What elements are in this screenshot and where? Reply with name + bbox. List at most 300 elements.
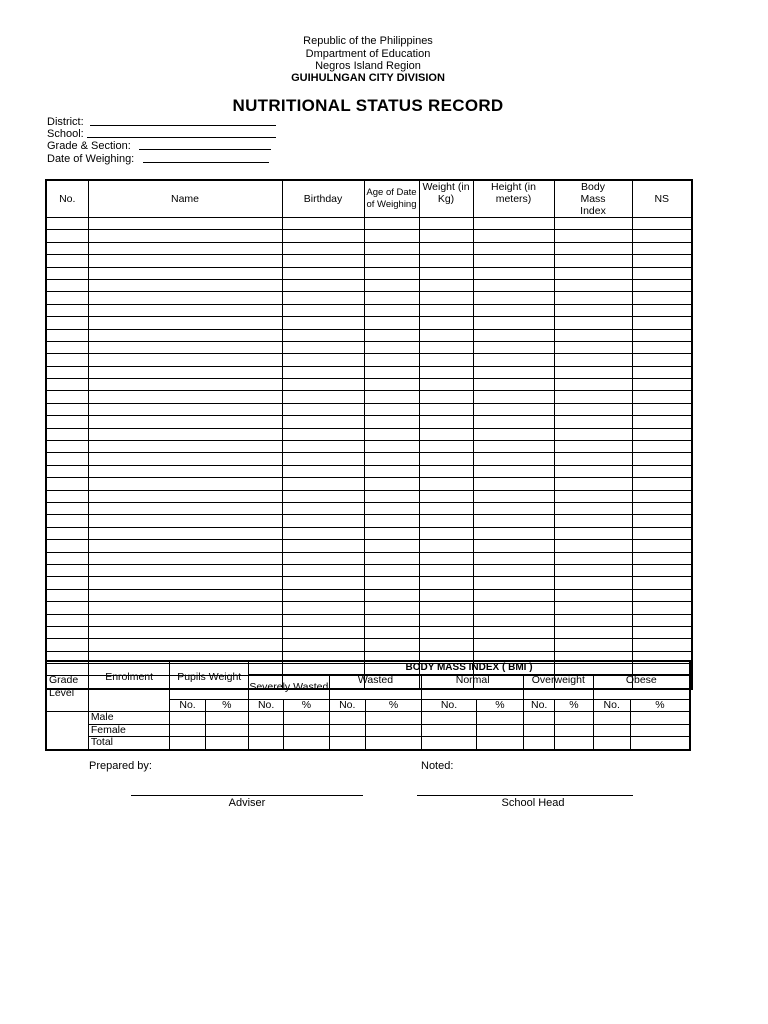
table-cell[interactable] xyxy=(364,279,419,291)
table-cell[interactable] xyxy=(46,403,88,415)
table-cell[interactable] xyxy=(282,540,364,552)
table-cell[interactable] xyxy=(554,478,632,490)
table-cell[interactable] xyxy=(554,292,632,304)
table-cell[interactable] xyxy=(419,465,473,477)
bmi-summary-table xyxy=(45,660,691,751)
table-cell[interactable] xyxy=(473,428,554,440)
table-cell[interactable] xyxy=(88,490,282,502)
table-cell[interactable] xyxy=(364,478,419,490)
overweight-header: Overweight xyxy=(524,674,594,699)
table-cell[interactable] xyxy=(419,403,473,415)
table-cell[interactable] xyxy=(282,602,364,614)
table-cell[interactable] xyxy=(364,577,419,589)
table-cell[interactable] xyxy=(632,564,692,576)
table-cell[interactable] xyxy=(88,441,282,453)
grade-level-cell[interactable] xyxy=(46,712,88,750)
table-row xyxy=(46,552,692,564)
table-cell[interactable] xyxy=(419,218,473,230)
table-cell[interactable] xyxy=(364,602,419,614)
table-cell[interactable] xyxy=(473,354,554,366)
table-cell[interactable] xyxy=(46,366,88,378)
table-cell[interactable] xyxy=(46,602,88,614)
table-cell[interactable] xyxy=(364,515,419,527)
table-cell[interactable] xyxy=(88,267,282,279)
table-cell[interactable] xyxy=(88,317,282,329)
table-cell[interactable] xyxy=(46,242,88,254)
table-cell[interactable] xyxy=(419,267,473,279)
table-cell[interactable] xyxy=(282,552,364,564)
table-cell[interactable] xyxy=(554,255,632,267)
table-cell[interactable] xyxy=(364,230,419,242)
table-cell[interactable] xyxy=(88,502,282,514)
table-cell[interactable] xyxy=(88,614,282,626)
table-cell[interactable] xyxy=(419,391,473,403)
table-cell[interactable] xyxy=(364,379,419,391)
table-cell[interactable] xyxy=(46,341,88,353)
table-cell[interactable] xyxy=(554,242,632,254)
col-weight-header: Weight (in Kg) xyxy=(419,180,473,218)
table-cell[interactable] xyxy=(419,230,473,242)
table-cell[interactable] xyxy=(364,255,419,267)
table-cell[interactable] xyxy=(46,292,88,304)
table-cell[interactable] xyxy=(473,441,554,453)
table-cell[interactable] xyxy=(473,341,554,353)
table-cell[interactable] xyxy=(554,230,632,242)
table-cell[interactable] xyxy=(419,292,473,304)
table-cell[interactable] xyxy=(419,552,473,564)
table-cell[interactable] xyxy=(364,552,419,564)
table-cell[interactable] xyxy=(473,329,554,341)
table-cell[interactable] xyxy=(419,527,473,539)
table-cell[interactable] xyxy=(46,218,88,230)
table-cell[interactable] xyxy=(282,267,364,279)
table-row xyxy=(46,515,692,527)
table-cell[interactable] xyxy=(632,602,692,614)
table-cell[interactable] xyxy=(282,391,364,403)
table-cell[interactable] xyxy=(554,527,632,539)
table-cell[interactable] xyxy=(46,267,88,279)
table-cell[interactable] xyxy=(419,428,473,440)
table-cell[interactable] xyxy=(473,540,554,552)
table-cell[interactable] xyxy=(632,304,692,316)
table-cell[interactable] xyxy=(282,577,364,589)
table-cell[interactable] xyxy=(46,329,88,341)
table-cell[interactable] xyxy=(364,267,419,279)
table-cell[interactable] xyxy=(88,428,282,440)
table-cell[interactable] xyxy=(364,490,419,502)
table-cell[interactable] xyxy=(419,341,473,353)
district-label: District: xyxy=(47,116,84,128)
table-cell[interactable] xyxy=(282,453,364,465)
table-cell[interactable] xyxy=(473,391,554,403)
table-cell[interactable] xyxy=(632,502,692,514)
school-field[interactable] xyxy=(87,137,276,138)
table-cell[interactable] xyxy=(473,639,554,651)
table-row xyxy=(46,317,692,329)
table-cell[interactable] xyxy=(632,292,692,304)
table-cell[interactable] xyxy=(88,552,282,564)
table-cell[interactable] xyxy=(88,602,282,614)
table-cell[interactable] xyxy=(46,589,88,601)
table-cell[interactable] xyxy=(46,304,88,316)
district-field[interactable] xyxy=(90,125,276,126)
table-cell[interactable] xyxy=(419,242,473,254)
table-row xyxy=(46,329,692,341)
table-cell[interactable] xyxy=(473,577,554,589)
table-cell[interactable] xyxy=(88,304,282,316)
table-cell[interactable] xyxy=(46,354,88,366)
table-cell[interactable] xyxy=(364,428,419,440)
school-head-signature-line[interactable] xyxy=(417,795,633,796)
table-cell[interactable] xyxy=(554,341,632,353)
table-cell[interactable] xyxy=(282,379,364,391)
table-cell[interactable] xyxy=(554,626,632,638)
table-cell[interactable] xyxy=(419,626,473,638)
table-cell[interactable] xyxy=(419,329,473,341)
table-cell[interactable] xyxy=(419,304,473,316)
table-cell[interactable] xyxy=(364,329,419,341)
table-cell[interactable] xyxy=(419,540,473,552)
table-cell[interactable] xyxy=(88,515,282,527)
table-cell[interactable] xyxy=(632,391,692,403)
table-cell[interactable] xyxy=(282,441,364,453)
table-cell[interactable] xyxy=(46,577,88,589)
table-cell[interactable] xyxy=(364,403,419,415)
table-cell[interactable] xyxy=(88,626,282,638)
table-cell[interactable] xyxy=(46,626,88,638)
table-cell[interactable] xyxy=(46,230,88,242)
table-cell[interactable] xyxy=(632,341,692,353)
table-cell[interactable] xyxy=(46,317,88,329)
table-cell[interactable] xyxy=(554,564,632,576)
table-cell[interactable] xyxy=(419,478,473,490)
table-cell[interactable] xyxy=(282,292,364,304)
table-cell[interactable] xyxy=(419,255,473,267)
table-cell[interactable] xyxy=(473,602,554,614)
table-cell[interactable] xyxy=(364,354,419,366)
table-cell[interactable] xyxy=(88,255,282,267)
table-cell[interactable] xyxy=(473,416,554,428)
table-cell[interactable] xyxy=(88,589,282,601)
table-cell[interactable] xyxy=(554,218,632,230)
table-cell[interactable] xyxy=(88,465,282,477)
table-cell[interactable] xyxy=(632,230,692,242)
table-cell[interactable] xyxy=(88,279,282,291)
table-cell[interactable] xyxy=(282,317,364,329)
table-cell[interactable] xyxy=(364,589,419,601)
table-cell[interactable] xyxy=(632,379,692,391)
table-cell[interactable] xyxy=(554,639,632,651)
table-cell[interactable] xyxy=(554,354,632,366)
table-cell[interactable] xyxy=(419,416,473,428)
table-cell[interactable] xyxy=(46,428,88,440)
table-cell[interactable] xyxy=(282,490,364,502)
table-cell[interactable] xyxy=(46,527,88,539)
table-cell[interactable] xyxy=(88,527,282,539)
table-cell[interactable] xyxy=(473,218,554,230)
table-cell[interactable] xyxy=(282,279,364,291)
table-cell[interactable] xyxy=(632,329,692,341)
table-cell[interactable] xyxy=(364,441,419,453)
table-cell[interactable] xyxy=(473,490,554,502)
table-cell[interactable] xyxy=(473,453,554,465)
table-cell[interactable] xyxy=(282,515,364,527)
adviser-signature-line[interactable] xyxy=(131,795,363,796)
table-cell[interactable] xyxy=(88,564,282,576)
table-cell[interactable] xyxy=(419,564,473,576)
table-cell[interactable] xyxy=(473,242,554,254)
table-cell[interactable] xyxy=(364,453,419,465)
table-cell[interactable] xyxy=(282,527,364,539)
table-cell[interactable] xyxy=(554,465,632,477)
table-cell[interactable] xyxy=(632,465,692,477)
table-cell[interactable] xyxy=(282,428,364,440)
table-cell[interactable] xyxy=(282,403,364,415)
table-cell[interactable] xyxy=(88,292,282,304)
table-cell[interactable] xyxy=(632,354,692,366)
table-cell[interactable] xyxy=(554,403,632,415)
table-cell[interactable] xyxy=(88,478,282,490)
table-cell[interactable] xyxy=(473,317,554,329)
table-cell[interactable] xyxy=(473,626,554,638)
table-cell[interactable] xyxy=(364,502,419,514)
date-weighing-field[interactable] xyxy=(143,162,269,163)
table-cell[interactable] xyxy=(632,416,692,428)
table-cell[interactable] xyxy=(46,502,88,514)
table-cell[interactable] xyxy=(282,366,364,378)
table-cell[interactable] xyxy=(88,416,282,428)
table-cell[interactable] xyxy=(473,304,554,316)
table-cell[interactable] xyxy=(46,564,88,576)
table-cell[interactable] xyxy=(46,614,88,626)
table-cell[interactable] xyxy=(473,255,554,267)
table-cell[interactable] xyxy=(419,602,473,614)
table-cell[interactable] xyxy=(632,242,692,254)
table-cell[interactable] xyxy=(419,354,473,366)
table-cell[interactable] xyxy=(364,626,419,638)
table-cell[interactable] xyxy=(473,379,554,391)
table-cell[interactable] xyxy=(46,441,88,453)
table-cell[interactable] xyxy=(554,329,632,341)
table-cell[interactable] xyxy=(554,552,632,564)
table-cell[interactable] xyxy=(632,453,692,465)
table-cell[interactable] xyxy=(632,218,692,230)
table-cell[interactable] xyxy=(364,564,419,576)
table-cell[interactable] xyxy=(364,416,419,428)
table-cell[interactable] xyxy=(632,279,692,291)
table-cell[interactable] xyxy=(282,589,364,601)
table-cell[interactable] xyxy=(282,242,364,254)
table-cell[interactable] xyxy=(364,304,419,316)
table-cell[interactable] xyxy=(632,515,692,527)
table-cell[interactable] xyxy=(282,218,364,230)
table-cell[interactable] xyxy=(282,614,364,626)
table-cell[interactable] xyxy=(473,614,554,626)
table-cell[interactable] xyxy=(282,626,364,638)
table-cell[interactable] xyxy=(364,218,419,230)
table-cell[interactable] xyxy=(364,317,419,329)
table-cell[interactable] xyxy=(282,465,364,477)
table-cell[interactable] xyxy=(419,577,473,589)
table-cell[interactable] xyxy=(419,279,473,291)
table-cell[interactable] xyxy=(88,453,282,465)
table-cell[interactable] xyxy=(419,614,473,626)
table-cell[interactable] xyxy=(88,403,282,415)
table-cell[interactable] xyxy=(282,639,364,651)
table-row xyxy=(46,428,692,440)
table-cell[interactable] xyxy=(554,490,632,502)
table-cell[interactable] xyxy=(473,279,554,291)
table-cell[interactable] xyxy=(554,602,632,614)
table-cell[interactable] xyxy=(46,639,88,651)
table-cell[interactable] xyxy=(419,515,473,527)
table-cell[interactable] xyxy=(419,379,473,391)
table-cell[interactable] xyxy=(364,527,419,539)
table-cell[interactable] xyxy=(88,354,282,366)
table-cell[interactable] xyxy=(632,267,692,279)
table-cell[interactable] xyxy=(632,552,692,564)
table-cell[interactable] xyxy=(46,540,88,552)
table-cell[interactable] xyxy=(46,465,88,477)
table-cell[interactable] xyxy=(554,366,632,378)
table-cell[interactable] xyxy=(554,317,632,329)
table-cell[interactable] xyxy=(473,292,554,304)
table-cell[interactable] xyxy=(632,626,692,638)
table-cell[interactable] xyxy=(473,403,554,415)
table-cell[interactable] xyxy=(46,453,88,465)
table-cell[interactable] xyxy=(88,540,282,552)
table-cell[interactable] xyxy=(46,478,88,490)
table-cell[interactable] xyxy=(419,589,473,601)
table-cell[interactable] xyxy=(46,490,88,502)
table-cell[interactable] xyxy=(282,329,364,341)
table-cell[interactable] xyxy=(473,552,554,564)
table-cell[interactable] xyxy=(473,465,554,477)
table-cell[interactable] xyxy=(419,502,473,514)
table-cell[interactable] xyxy=(632,478,692,490)
table-cell[interactable] xyxy=(554,614,632,626)
table-cell[interactable] xyxy=(554,379,632,391)
table-cell[interactable] xyxy=(88,329,282,341)
table-cell[interactable] xyxy=(473,502,554,514)
table-cell[interactable] xyxy=(46,379,88,391)
table-cell[interactable] xyxy=(282,230,364,242)
table-cell[interactable] xyxy=(554,589,632,601)
table-cell[interactable] xyxy=(364,540,419,552)
table-cell[interactable] xyxy=(632,490,692,502)
table-cell[interactable] xyxy=(632,527,692,539)
table-cell[interactable] xyxy=(282,564,364,576)
table-cell[interactable] xyxy=(473,478,554,490)
table-cell[interactable] xyxy=(364,465,419,477)
table-cell[interactable] xyxy=(88,577,282,589)
table-cell[interactable] xyxy=(473,589,554,601)
table-cell[interactable] xyxy=(282,341,364,353)
grade-level-header: Grade Level xyxy=(46,661,88,712)
table-cell[interactable] xyxy=(88,218,282,230)
table-cell[interactable] xyxy=(632,366,692,378)
table-cell[interactable] xyxy=(88,391,282,403)
table-cell[interactable] xyxy=(554,428,632,440)
table-cell[interactable] xyxy=(46,279,88,291)
table-cell[interactable] xyxy=(46,416,88,428)
noted-label: Noted: xyxy=(421,760,454,772)
table-cell[interactable] xyxy=(632,589,692,601)
grade-section-field[interactable] xyxy=(139,149,271,150)
table-cell[interactable] xyxy=(554,416,632,428)
table-cell[interactable] xyxy=(88,639,282,651)
table-cell[interactable] xyxy=(473,366,554,378)
table-cell[interactable] xyxy=(419,441,473,453)
table-cell[interactable] xyxy=(632,403,692,415)
table-cell[interactable] xyxy=(46,255,88,267)
table-cell[interactable] xyxy=(554,391,632,403)
table-cell[interactable] xyxy=(282,478,364,490)
table-cell[interactable] xyxy=(364,341,419,353)
table-cell[interactable] xyxy=(419,453,473,465)
table-cell[interactable] xyxy=(46,391,88,403)
table-cell[interactable] xyxy=(473,267,554,279)
table-cell[interactable] xyxy=(419,490,473,502)
table-cell[interactable] xyxy=(554,304,632,316)
table-cell[interactable] xyxy=(632,255,692,267)
table-cell[interactable] xyxy=(554,279,632,291)
table-cell[interactable] xyxy=(364,292,419,304)
table-cell[interactable] xyxy=(282,416,364,428)
table-cell[interactable] xyxy=(473,515,554,527)
table-cell[interactable] xyxy=(473,230,554,242)
table-cell[interactable] xyxy=(632,540,692,552)
table-cell[interactable] xyxy=(364,366,419,378)
table-cell[interactable] xyxy=(473,564,554,576)
table-cell[interactable] xyxy=(554,515,632,527)
table-cell[interactable] xyxy=(88,341,282,353)
table-cell[interactable] xyxy=(364,391,419,403)
table-cell[interactable] xyxy=(419,366,473,378)
table-cell[interactable] xyxy=(46,515,88,527)
table-cell[interactable] xyxy=(554,267,632,279)
table-cell[interactable] xyxy=(282,255,364,267)
table-cell[interactable] xyxy=(88,366,282,378)
table-cell[interactable] xyxy=(632,441,692,453)
table-cell[interactable] xyxy=(419,639,473,651)
table-cell[interactable] xyxy=(364,242,419,254)
table-cell[interactable] xyxy=(632,639,692,651)
table-cell[interactable] xyxy=(632,317,692,329)
table-cell[interactable] xyxy=(282,502,364,514)
table-cell[interactable] xyxy=(364,639,419,651)
table-cell[interactable] xyxy=(632,577,692,589)
table-cell[interactable] xyxy=(632,428,692,440)
table-cell[interactable] xyxy=(88,230,282,242)
table-cell[interactable] xyxy=(364,614,419,626)
table-row xyxy=(46,366,692,378)
table-cell[interactable] xyxy=(282,354,364,366)
table-cell[interactable] xyxy=(473,527,554,539)
table-cell[interactable] xyxy=(46,552,88,564)
table-cell[interactable] xyxy=(88,242,282,254)
table-cell[interactable] xyxy=(554,577,632,589)
table-cell[interactable] xyxy=(88,379,282,391)
table-cell[interactable] xyxy=(554,502,632,514)
table-cell[interactable] xyxy=(554,453,632,465)
table-cell[interactable] xyxy=(554,441,632,453)
table-cell[interactable] xyxy=(419,317,473,329)
percent-subheader: % xyxy=(630,699,690,712)
table-cell[interactable] xyxy=(632,614,692,626)
table-cell[interactable] xyxy=(554,540,632,552)
table-cell[interactable] xyxy=(282,304,364,316)
